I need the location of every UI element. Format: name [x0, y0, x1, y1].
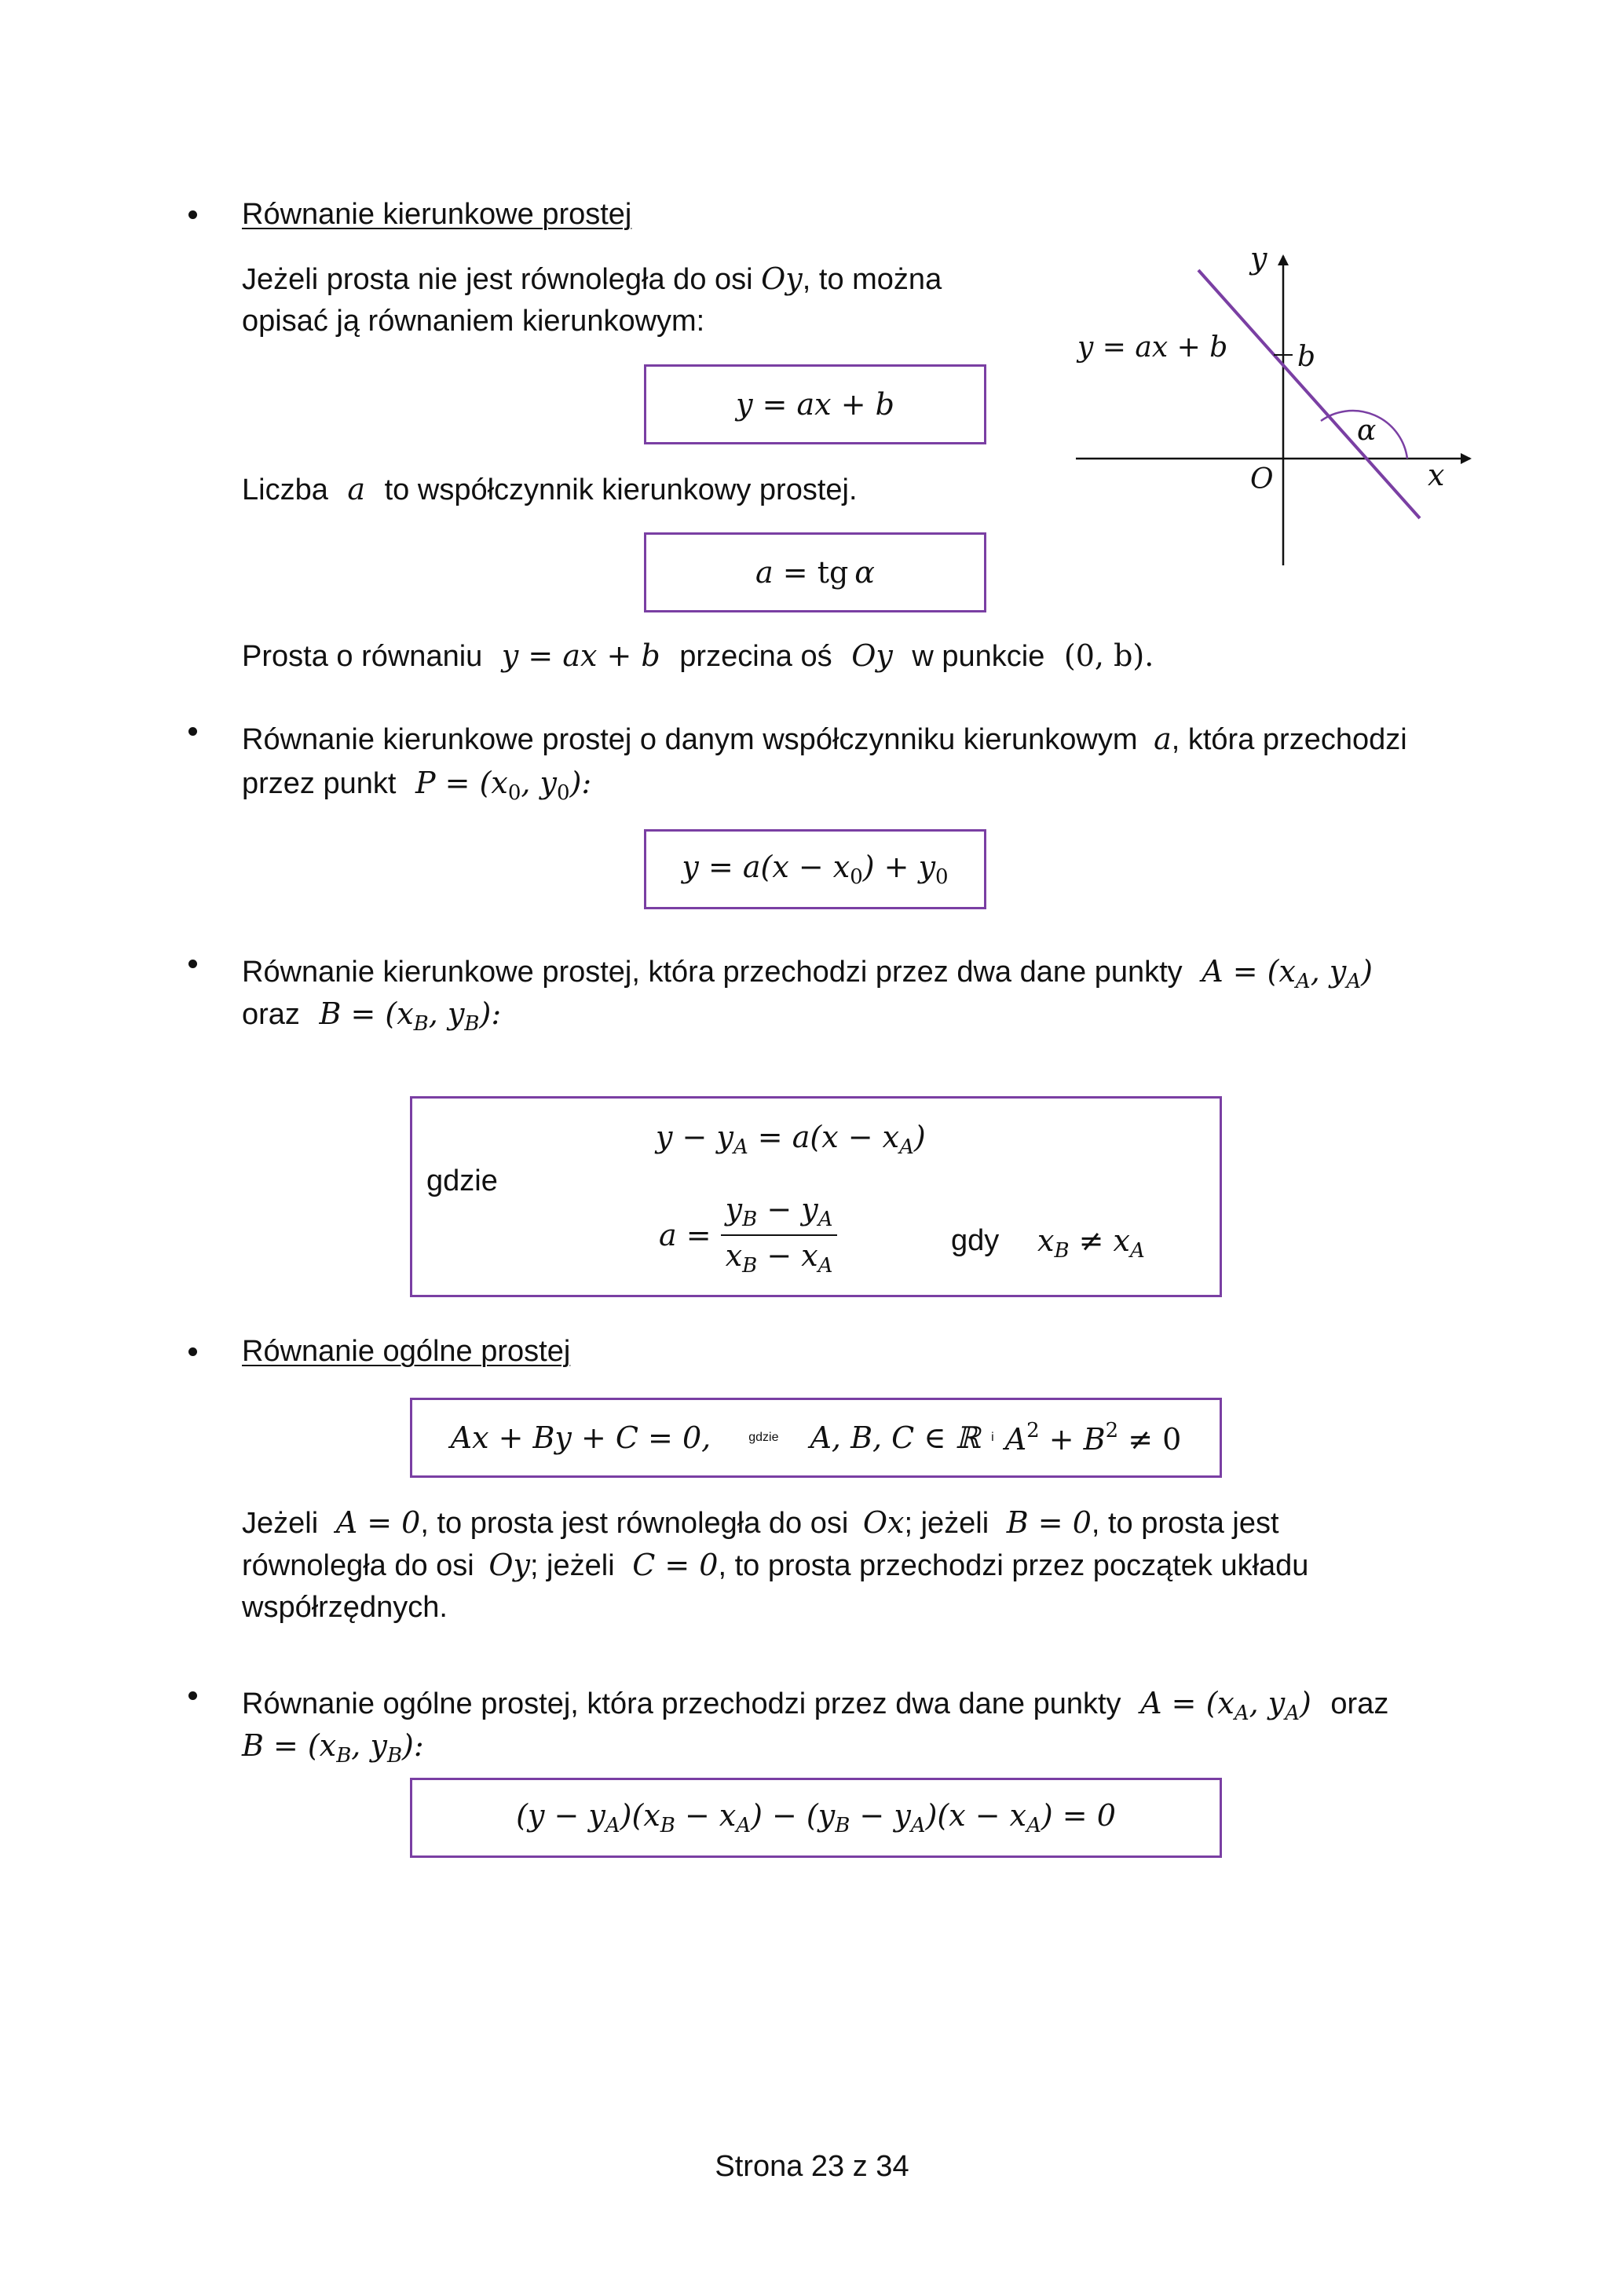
- numerator: [721, 1194, 838, 1236]
- m: ): [1300, 1686, 1311, 1720]
- sub: A: [605, 1814, 620, 1837]
- text: Równanie kierunkowe prostej o danym współczynniku kierunkowym: [242, 723, 1138, 756]
- formula-point-slope: [682, 850, 948, 889]
- gdzie-text: gdzie: [748, 1431, 779, 1444]
- m: , y: [428, 996, 465, 1031]
- text: Jeżeli prosta nie jest równoległa do osi: [242, 263, 753, 296]
- gdy-label: gdy: [951, 1224, 1000, 1257]
- m: − x: [675, 1798, 737, 1833]
- sec2-line1: [242, 724, 1407, 755]
- m: )(x: [620, 1798, 660, 1833]
- m: , y: [351, 1728, 387, 1763]
- formula-slope-fraction: [659, 1194, 837, 1276]
- m: ):: [402, 1728, 424, 1763]
- sub: B: [835, 1814, 850, 1837]
- text: Prosta o równaniu: [242, 640, 483, 673]
- heading-rownanie-kierunkowe: Równanie kierunkowe prostej: [242, 198, 632, 231]
- math-point-a: [1202, 954, 1373, 993]
- math: C = 0: [632, 1548, 719, 1582]
- text: Równanie kierunkowe prostej, która przechodzi przez dwa dane punkty: [242, 956, 1183, 989]
- sub: A: [733, 1135, 748, 1159]
- sec3-line1: [242, 956, 1373, 992]
- text: ; jeżeli: [529, 1549, 615, 1582]
- math: Ox: [862, 1505, 905, 1540]
- math-oy: Oy: [761, 261, 803, 296]
- formula-slope-intercept: y = ax + b: [736, 387, 894, 422]
- m: ≠ x: [1069, 1223, 1130, 1258]
- text: , to prosta jest: [1091, 1507, 1279, 1540]
- sub: 0: [850, 865, 863, 889]
- sub: A: [910, 1814, 926, 1837]
- sec4-p3: współrzędnych.: [242, 1591, 448, 1624]
- sec4-p1: [242, 1505, 1279, 1540]
- m: y − y: [656, 1120, 733, 1154]
- m: x: [725, 1238, 743, 1273]
- i-text: i: [991, 1431, 994, 1444]
- m: B = (x: [319, 996, 414, 1031]
- sup: 2: [1105, 1419, 1119, 1442]
- sub: A: [1346, 970, 1362, 993]
- m: ≠ 0: [1118, 1422, 1182, 1457]
- page-number: Strona 23 z 34: [715, 2150, 909, 2183]
- text: , to można: [802, 263, 942, 296]
- text: ; jeżeli: [904, 1507, 989, 1540]
- sub: B: [464, 1012, 480, 1036]
- m: x: [1037, 1223, 1055, 1258]
- bullet-4: [188, 1347, 197, 1356]
- sec5-line2: [242, 1728, 424, 1768]
- formula-box-two-points: [410, 1096, 1222, 1297]
- sub: A: [817, 1208, 833, 1231]
- math: B = 0: [1006, 1505, 1092, 1540]
- sub: B: [413, 1012, 429, 1036]
- m: + B: [1039, 1422, 1106, 1457]
- sub: A: [899, 1135, 914, 1159]
- sec1-liczba-line: [242, 474, 858, 505]
- sub: 0: [935, 865, 949, 889]
- text: w punkcie: [912, 640, 1045, 673]
- y-axis-label: y: [1250, 241, 1267, 276]
- angle-label: α: [1357, 415, 1377, 447]
- m: , y: [521, 766, 558, 800]
- formula-box-point-slope: [644, 829, 986, 909]
- math: y = ax + b: [501, 638, 660, 673]
- text: równoległa do osi: [242, 1549, 474, 1582]
- m: (y − y: [516, 1798, 605, 1833]
- math-a: a: [347, 472, 366, 506]
- denominator: [721, 1236, 838, 1276]
- m: ) = 0: [1041, 1798, 1116, 1833]
- x-axis-label: x: [1428, 458, 1445, 492]
- text: przecina oś: [679, 640, 832, 673]
- m: , y: [1310, 954, 1347, 989]
- text: , to prosta jest równoległa do osi: [420, 1507, 849, 1540]
- formula-tg-fn: tg: [817, 555, 849, 590]
- formula-two-points-eq: [656, 1122, 926, 1157]
- formula-abc-real: A, B, C ∈ ℝ: [810, 1420, 981, 1455]
- sub: A: [1026, 1814, 1041, 1837]
- math-point-b: [319, 996, 502, 1036]
- sub: A: [1285, 1702, 1300, 1725]
- m: = a(x − x: [748, 1120, 900, 1154]
- sec3-line2: [242, 996, 502, 1036]
- formula-box-general: [410, 1398, 1222, 1478]
- sub: B: [660, 1814, 675, 1837]
- m: B = (x: [242, 1728, 337, 1763]
- m: A = (x: [1140, 1686, 1234, 1720]
- sec1-intro-line2: opisać ją równaniem kierunkowym:: [242, 305, 705, 338]
- sub: A: [1129, 1239, 1145, 1263]
- intercept-label: b: [1297, 341, 1316, 373]
- math-a: a: [1154, 722, 1172, 756]
- m: − x: [757, 1238, 818, 1273]
- sup: 2: [1026, 1419, 1040, 1442]
- m: a =: [659, 1218, 721, 1252]
- text: , która przechodzi: [1171, 723, 1407, 756]
- sub: B: [742, 1208, 758, 1231]
- sub: 0: [557, 781, 570, 805]
- text: to współczynnik kierunkowy prostej.: [384, 473, 858, 506]
- formula-general-two-points: [516, 1798, 1116, 1837]
- text: Równanie ogólne prostej, która przechodzi przez dwa dane punkty: [242, 1687, 1121, 1720]
- bullet-3: [188, 960, 197, 968]
- m: y: [725, 1192, 743, 1227]
- heading-rownanie-ogolne: Równanie ogólne prostej: [242, 1335, 571, 1368]
- m: ) − (y: [751, 1798, 836, 1833]
- gdzie-label: gdzie: [426, 1164, 498, 1197]
- text: oraz: [242, 998, 300, 1031]
- bullet-1: [188, 210, 197, 219]
- m: − y: [757, 1192, 818, 1227]
- bullet-2: [188, 727, 197, 736]
- text: oraz: [1330, 1687, 1389, 1720]
- line-label: y = ax + b: [1077, 331, 1228, 364]
- fraction: [721, 1194, 838, 1276]
- m: ): [913, 1120, 926, 1154]
- m: , y: [1249, 1686, 1286, 1720]
- m: P = (x: [415, 766, 508, 800]
- m: − y: [850, 1798, 911, 1833]
- m: )(x − x: [925, 1798, 1027, 1833]
- formula-tg-alpha: α: [854, 555, 875, 590]
- sec4-p2: [242, 1550, 1308, 1581]
- formula-tg-lhs: a =: [755, 555, 817, 590]
- sec1-intro-line1: [242, 261, 942, 296]
- sub: A: [1234, 1702, 1249, 1725]
- sub: A: [1295, 970, 1311, 993]
- sub: B: [336, 1744, 352, 1768]
- m: y = a(x − x: [682, 850, 850, 884]
- m: ):: [479, 996, 502, 1031]
- sec5-line1: [242, 1688, 1388, 1724]
- line-diagram: [1068, 236, 1492, 581]
- bullet-5: [188, 1691, 197, 1700]
- sub: B: [386, 1744, 403, 1768]
- m: ):: [569, 766, 592, 800]
- math: Oy: [488, 1548, 530, 1582]
- sub: A: [736, 1814, 752, 1837]
- formula-box-tg: [644, 532, 986, 612]
- text: Jeżeli: [242, 1507, 319, 1540]
- math-point: (0, b).: [1063, 638, 1154, 673]
- text: Liczba: [242, 473, 328, 506]
- m: ) + y: [862, 850, 936, 884]
- m: A: [1004, 1422, 1027, 1457]
- formula-box-slope-intercept: [644, 364, 986, 444]
- sec2-line2: [242, 768, 591, 803]
- text: , to prosta przechodzi przez początek układu: [718, 1549, 1309, 1582]
- sub: 0: [507, 781, 521, 805]
- sub: B: [1054, 1239, 1070, 1263]
- math-point-p: [415, 766, 592, 805]
- sub: A: [817, 1254, 833, 1278]
- origin-label: O: [1250, 463, 1274, 495]
- formula-general: Ax + By + C = 0,: [450, 1420, 711, 1455]
- m: A = (x: [1202, 954, 1296, 989]
- sec1-prosta-line: [242, 638, 1154, 673]
- math: A = 0: [335, 1505, 421, 1540]
- sub: B: [742, 1254, 758, 1278]
- math: Oy: [851, 638, 893, 673]
- math-point-b: [242, 1728, 424, 1768]
- m: ): [1361, 954, 1373, 989]
- formula-condition: [1005, 1419, 1182, 1457]
- condition-xb-ne-xa: [1037, 1223, 1145, 1263]
- text: przez punkt: [242, 767, 397, 800]
- formula-box-general-two-points: [410, 1778, 1222, 1858]
- math-point-a: [1140, 1686, 1311, 1725]
- graph-line: [1198, 270, 1420, 518]
